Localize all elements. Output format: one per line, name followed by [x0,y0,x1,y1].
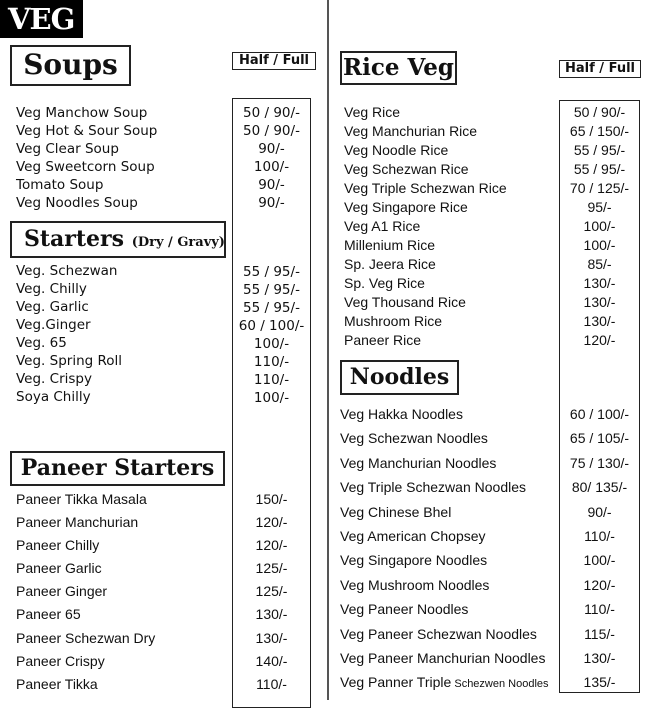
menu-item-price: 130/- [583,294,616,310]
menu-item-name: Millenium Rice [344,237,436,253]
menu-item-name: Veg A1 Rice [344,218,421,234]
menu-item-name: Paneer Garlic [16,560,102,577]
menu-item-name: Sp. Veg Rice [344,275,425,291]
menu-item-price: 100/- [583,237,616,253]
menu-item-price: 95/- [587,199,612,215]
soups-prices [232,104,311,212]
menu-item-name: Paneer Tikka [16,675,98,692]
menu-item-price: 55 / 95/- [573,142,626,158]
menu-item-price: 80/ 135/- [571,479,628,496]
noodles-list [340,402,549,695]
menu-item-price: 150/- [255,491,288,507]
menu-item-price: 85/- [587,256,612,272]
menu-item-name: Veg Paneer Noodles [340,601,469,618]
menu-item-price: 100/- [583,552,616,569]
menu-item-price: 65 / 150/- [569,123,630,139]
menu-item-name: Veg Schezwan Noodles [340,430,488,447]
menu-item-name: Soya Chilly [16,389,91,405]
section-title-noodles: Noodles [340,360,459,395]
menu-item-name: Veg Panner Triple Schezwen Noodles [340,674,549,691]
menu-item-price: 90/- [587,503,612,520]
menu-item-price: 130/- [255,606,288,623]
menu-item-price: 120/- [583,576,616,593]
menu-item-price: 90/- [258,141,285,157]
menu-item-price: 110/- [253,372,290,388]
menu-item-price: 130/- [583,275,616,291]
menu-item-price: 120/- [255,514,288,531]
menu-item-name: Paneer Rice [344,332,422,348]
menu-item-price: 75 / 130/- [569,454,630,471]
section-title-starters [10,221,226,258]
noodles-prices [559,402,640,695]
menu-item-name: Veg.Ginger [16,317,91,333]
menu-item-name: Veg Sweetcorn Soup [16,159,155,175]
menu-item-price: 60 / 100/- [569,406,630,422]
menu-item-name: Paneer 65 [16,606,81,623]
menu-item-price: 100/- [253,159,290,175]
menu-item-name: Veg Manchurian Rice [344,123,478,139]
starters-prices [232,263,311,407]
menu-item-name-small: Schezwen Noodles [451,678,549,691]
menu-item-price: 50 / 90/- [573,104,626,120]
paneer-prices [232,488,311,696]
menu-item-price: 90/- [258,195,285,211]
section-title-paneer-starters: Paneer Starters [10,451,225,486]
menu-item-price: 125/- [255,583,288,600]
menu-item-price: 90/- [258,177,285,193]
menu-item-price: 120/- [583,332,616,348]
menu-item-name: Veg Paneer Manchurian Noodles [340,649,546,666]
menu-item-name: Veg Singapore Rice [344,199,468,215]
section-title-rice-veg: Rice Veg [340,51,457,85]
column-divider [327,0,329,700]
menu-item-name: Veg Hakka Noodles [340,406,463,422]
menu-item-name: Veg Triple Schezwan Noodles [340,479,526,496]
menu-item-price: 140/- [255,652,288,669]
menu-item-price: 135/- [583,674,616,691]
menu-item-name: Veg Manchurian Noodles [340,454,497,471]
menu-item-price: 115/- [584,625,615,642]
menu-item-price: 110/- [584,601,615,618]
menu-item-name: Veg Manchow Soup [16,105,148,121]
menu-item-price: 50 / 90/- [243,105,300,121]
menu-item-price: 100/- [253,336,290,352]
menu-item-name: Veg Noodle Rice [344,142,449,158]
menu-item-name: Veg Hot & Sour Soup [16,123,158,139]
menu-item-name: Paneer Chilly [16,537,100,554]
menu-item-name: Veg American Chopsey [340,527,486,544]
menu-item-name: Paneer Ginger [16,583,108,600]
half-full-label-right: Half / Full [559,60,641,78]
menu-item-name: Veg Singapore Noodles [340,552,488,569]
menu-item-price: 130/- [583,313,616,329]
section-title-soups: Soups [10,45,131,86]
menu-item-price: 50 / 90/- [243,123,300,139]
menu-item-price: 65 / 105/- [569,430,630,447]
menu-item-price: 120/- [255,537,288,554]
menu-item-name: Veg. Spring Roll [16,353,123,369]
menu-item-name: Veg. Schezwan [16,263,118,279]
starters-title: Starters [24,226,125,252]
menu-item-price: 100/- [253,390,290,406]
menu-item-name: Paneer Schezwan Dry [16,629,156,646]
menu-item-price: 130/- [583,649,616,666]
menu-item-name: Veg Chinese Bhel [340,503,452,520]
menu-item-price: 100/- [583,218,616,234]
menu-item-price: 110/- [253,354,290,370]
veg-title: VEG [0,0,83,38]
menu-item-price: 55 / 95/- [573,161,626,177]
menu-item-name: Sp. Jeera Rice [344,256,436,272]
menu-item-name: Veg Schezwan Rice [344,161,469,177]
menu-item-name: Veg Mushroom Noodles [340,576,490,593]
menu-item-name: Veg Paneer Schezwan Noodles [340,625,537,642]
menu-item-price: 70 / 125/- [569,180,630,196]
menu-item-name: Veg. Chilly [16,281,87,297]
menu-item-name: Paneer Tikka Masala [16,491,147,507]
menu-item-name: Veg Thousand Rice [344,294,466,310]
menu-item-price: 125/- [255,560,288,577]
menu-item-name: Mushroom Rice [344,313,443,329]
menu-item-price: 130/- [255,629,288,646]
menu-item-name: Veg Noodles Soup [16,195,138,211]
starters-subtitle: (Dry / Gravy) [131,235,225,250]
menu-item-price: 55 / 95/- [243,300,300,316]
paneer-list [16,488,155,696]
menu-item-price: 110/- [584,527,615,544]
menu-item-name: Paneer Crispy [16,652,105,669]
menu-item-name: Veg Rice [344,104,401,120]
menu-item-name: Veg Clear Soup [16,141,119,157]
rice-prices [559,103,640,350]
soups-list [16,104,157,212]
menu-item-name: Tomato Soup [16,177,104,193]
menu-item-name: Paneer Manchurian [16,514,139,531]
menu-item-price: 110/- [256,675,287,692]
starters-list [16,262,122,406]
menu-item-name: Veg. 65 [16,335,67,351]
menu-item-price: 60 / 100/- [238,318,305,334]
menu-item-name: Veg. Garlic [16,299,89,315]
half-full-label: Half / Full [232,52,316,70]
menu-item-price: 55 / 95/- [243,282,300,298]
menu-item-price: 55 / 95/- [243,264,300,280]
menu-item-name: Veg. Crispy [16,371,92,387]
menu-item-name: Veg Triple Schezwan Rice [344,180,507,196]
rice-list [344,103,507,350]
